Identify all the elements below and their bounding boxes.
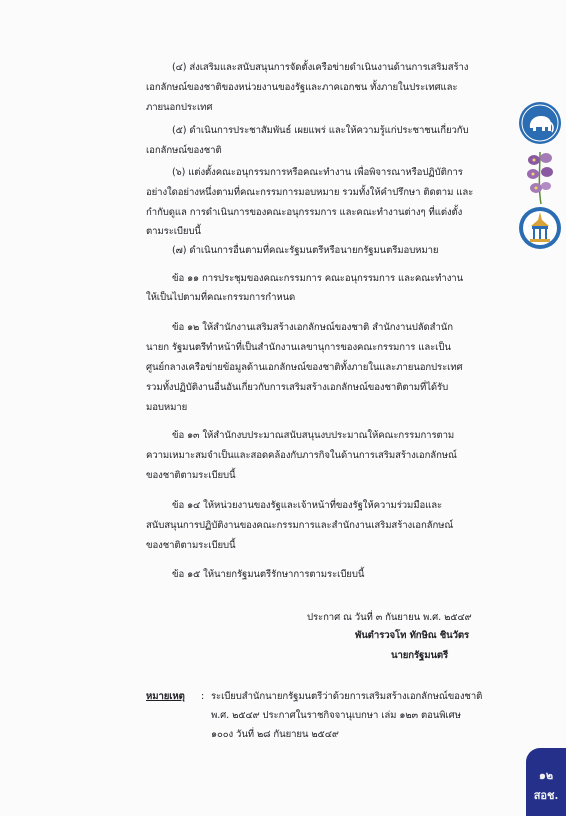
- clause-12-line-1: ข้อ ๑๒ ให้สำนักงานเสริมสร้างเอกลักษณ์ของชาติ สำนักงานปลัดสำนัก: [172, 322, 453, 333]
- note-line-2: พ.ศ. ๒๕๔๙ ประกาศในราชกิจจานุเบกษา เล่ม ๑๒๓ ตอนพิเศษ: [211, 710, 461, 721]
- clause-11-line-1: ข้อ ๑๑ การประชุมของคณะกรรมการ คณะอนุกรรมการ และคณะทำงาน: [172, 273, 464, 284]
- orchid-flower-icon: [518, 148, 562, 206]
- para-4-line-2: เอกลักษณ์ของชาติของหน่วยงานของรัฐและภาคเอกชน ทั้งภายในประเทศและ: [146, 82, 458, 93]
- clause-14-line-3: ของชาติตามระเบียบนี้: [146, 540, 236, 551]
- clause-13-line-1: ข้อ ๑๓ ให้สำนักงบประมาณสนับสนุนงบประมาณให้คณะกรรมการตาม: [172, 430, 455, 441]
- para-7-line-1: (๗) ดำเนินการอื่นตามที่คณะรัฐมนตรีหรือนายกรัฐมนตรีมอบหมาย: [172, 245, 439, 256]
- signatory-name: พันตำรวจโท ทักษิณ ชินวัตร: [355, 630, 470, 641]
- clause-13-line-2: ความเหมาะสมจำเป็นและสอดคล้องกับภารกิจในด้านการเสริมสร้างเอกลักษณ์: [146, 450, 457, 461]
- clause-12-line-2: นายก รัฐมนตรีทำหน้าที่เป็นสำนักงานเลขานุการของคณะกรรมการ และเป็น: [146, 342, 451, 353]
- note-line-1: ระเบียบสำนักนายกรัฐมนตรีว่าด้วยการเสริมสร้างเอกลักษณ์ของชาติ: [211, 691, 483, 702]
- page-number: ๑๒: [538, 769, 554, 782]
- para-6-line-3: กำกับดูแล การดำเนินการของคณะอนุกรรมการ และคณะทำงานต่างๆ ที่แต่งตั้ง: [146, 207, 463, 218]
- para-4-line-1: (๔) ส่งเสริมและสนับสนุนการจัดตั้งเครือข่ายดำเนินงานด้านการเสริมสร้าง: [172, 62, 469, 73]
- note-label: หมายเหตุ: [146, 691, 185, 702]
- clause-12-line-3: ศูนย์กลางเครือข่ายข้อมูลด้านเอกลักษณ์ของชาติทั้งภายในและภายนอกประเทศ: [146, 362, 463, 373]
- clause-11-line-2: ให้เป็นไปตามที่คณะกรรมการกำหนด: [146, 292, 296, 303]
- para-6-line-4: ตามระเบียบนี้: [146, 226, 201, 237]
- thai-pavilion-emblem-icon: [518, 206, 562, 250]
- announcement-date: ประกาศ ณ วันที่ ๓ กันยายน พ.ศ. ๒๕๔๙: [307, 612, 472, 623]
- note-line-3: ๑๐๐ง วันที่ ๒๘ กันยายน ๒๕๔๙: [211, 729, 339, 740]
- clause-13-line-3: ของชาติตามระเบียบนี้: [146, 470, 236, 481]
- para-6-line-1: (๖) แต่งตั้งคณะอนุกรรมการหรือคณะทำงาน เพื่อพิจารณาหรือปฏิบัติการ: [172, 167, 463, 178]
- clause-12-line-5: มอบหมาย: [146, 402, 188, 413]
- footer-mark: สอช.: [533, 789, 559, 802]
- para-6-line-2: อย่างใดอย่างหนึ่งตามที่คณะกรรมการมอบหมาย รวมทั้งให้คำปรึกษา ติดตาม และ: [146, 187, 474, 198]
- clause-15-line-1: ข้อ ๑๕ ให้นายกรัฐมนตรีรักษาการตามระเบียบนี้: [172, 569, 365, 580]
- note-colon: :: [201, 691, 205, 702]
- para-5-line-1: (๕) ดำเนินการประชาสัมพันธ์ เผยแพร่ และให้ความรู้แก่ประชาชนเกี่ยวกับ: [172, 125, 469, 136]
- page-corner-tab: [526, 748, 566, 816]
- para-4-line-3: ภายนอกประเทศ: [146, 102, 213, 113]
- clause-14-line-2: สนับสนุนการปฏิบัติงานของคณะกรรมการและสำนักงานเสริมสร้างเอกลักษณ์: [146, 520, 454, 531]
- clause-14-line-1: ข้อ ๑๔ ให้หน่วยงานของรัฐและเจ้าหน้าที่ของรัฐให้ความร่วมมือและ: [172, 500, 443, 511]
- signatory-title: นายกรัฐมนตรี: [391, 650, 449, 661]
- clause-12-line-4: รวมทั้งปฏิบัติงานอื่นอันเกี่ยวกับการเสริมสร้างเอกลักษณ์ของชาติตามที่ได้รับ: [146, 382, 449, 393]
- para-5-line-2: เอกลักษณ์ของชาติ: [146, 145, 222, 156]
- elephant-emblem-icon: [518, 101, 562, 145]
